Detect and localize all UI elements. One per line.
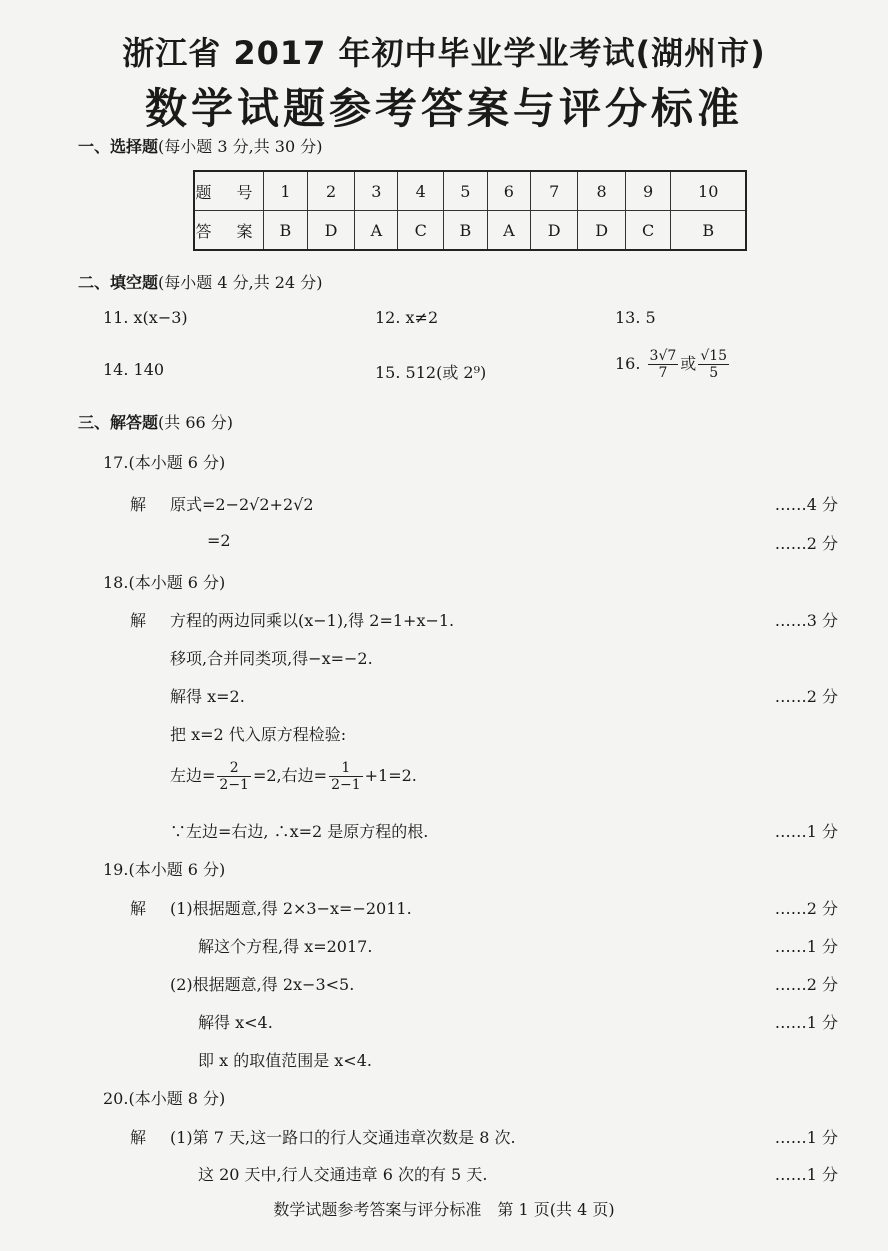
table-cell: B [443, 211, 487, 251]
q19-step4: 解得 x<4. [198, 1013, 273, 1032]
q18-step2: 移项,合并同类项,得−x=−2. [170, 649, 373, 668]
table-cell: 3 [355, 171, 398, 211]
document-title: 数学试题参考答案与评分标准 [144, 84, 743, 133]
q18-step3: 解得 x=2. [170, 687, 245, 706]
table-cell: 10 [671, 171, 746, 211]
fraction [329, 760, 363, 793]
answer-11: 11. x(x−3) [103, 308, 188, 327]
q19-heading: 19.(本小题 6 分) [103, 860, 226, 879]
q17-step2: =2 [207, 531, 231, 550]
table-cell: A [487, 211, 530, 251]
fraction-numerator: 3√7 [649, 348, 677, 364]
choice-answer-table [193, 170, 747, 251]
table-cell: 9 [625, 171, 671, 211]
table-cell: A [355, 211, 398, 251]
equation-end: +1=2. [364, 766, 417, 785]
q17-step1: 原式=2−2√2+2√2 [170, 495, 314, 514]
q18-step6: ∵左边=右边, ∴x=2 是原方程的根. [170, 822, 429, 841]
q20-step2: 这 20 天中,行人交通违章 6 次的有 5 天. [198, 1165, 488, 1184]
q17-score1: ……4 分 [774, 495, 838, 514]
q19-step2: 解这个方程,得 x=2017. [198, 937, 373, 956]
section3-heading [78, 410, 233, 433]
q19-score1: ……2 分 [774, 899, 838, 918]
row-header-number: 题 号 [194, 171, 264, 211]
table-cell: 1 [264, 171, 308, 211]
answer-13: 13. 5 [615, 308, 656, 327]
q19-step3: (2)根据题意,得 2x−3<5. [170, 975, 355, 994]
q19-score2: ……1 分 [774, 937, 838, 956]
table-row-numbers [194, 171, 746, 211]
q18-heading: 18.(本小题 6 分) [103, 573, 226, 592]
q17-score2: ……2 分 [774, 534, 838, 553]
q18-score3: ……2 分 [774, 687, 838, 706]
right-side-label: =2,右边= [252, 766, 328, 785]
table-cell: D [530, 211, 577, 251]
q20-step1: (1)第 7 天,这一路口的行人交通违章次数是 8 次. [170, 1128, 516, 1147]
answer-14: 14. 140 [103, 360, 165, 379]
section1-note: (每小题 3 分,共 30 分) [158, 137, 323, 156]
section1-heading [78, 134, 322, 157]
table-cell: 6 [487, 171, 530, 211]
fraction [648, 348, 679, 381]
table-cell: B [264, 211, 308, 251]
answer-12: 12. x≠2 [375, 308, 439, 327]
q18-step4: 把 x=2 代入原方程检验: [170, 725, 347, 744]
table-cell: 4 [398, 171, 444, 211]
table-cell: D [307, 211, 354, 251]
exam-title: 浙江省 2017 年初中毕业学业考试(湖州市) [122, 34, 766, 72]
page-footer: 数学试题参考答案与评分标准 第 1 页(共 4 页) [273, 1200, 615, 1219]
answer-15: 15. 512(或 2⁹) [375, 363, 487, 382]
answer-16-label: 16. [615, 354, 641, 373]
q19-step5: 即 x 的取值范围是 x<4. [198, 1051, 372, 1070]
table-cell: 7 [530, 171, 577, 211]
fraction-numerator: 2 [217, 760, 251, 777]
table-cell: 8 [578, 171, 625, 211]
section2-note: (每小题 4 分,共 24 分) [158, 273, 323, 292]
fraction-denominator: 2−1 [331, 777, 361, 793]
section3-note: (共 66 分) [158, 413, 234, 432]
q19-score3: ……2 分 [774, 975, 838, 994]
left-side-label: 左边= [170, 766, 216, 785]
fraction-numerator: 1 [329, 760, 363, 777]
or-text: 或 [680, 354, 697, 373]
solution-label: 解 [130, 611, 147, 630]
q18-score6: ……1 分 [774, 822, 838, 841]
q19-score4: ……1 分 [774, 1013, 838, 1032]
q18-step1: 方程的两边同乘以(x−1),得 2=1+x−1. [170, 611, 455, 630]
row-header-answer: 答 案 [194, 211, 264, 251]
fraction-numerator: √15 [700, 348, 728, 364]
q19-step1: (1)根据题意,得 2×3−x=−2011. [170, 899, 412, 918]
solution-label: 解 [130, 899, 147, 918]
section2-title: 二、填空题 [78, 273, 159, 292]
section2-heading [78, 270, 322, 293]
q18-step5 [170, 760, 417, 793]
section3-title: 三、解答题 [78, 413, 159, 432]
table-cell: 2 [307, 171, 354, 211]
q17-heading: 17.(本小题 6 分) [103, 453, 226, 472]
fraction-denominator: 5 [709, 365, 719, 381]
table-cell: C [625, 211, 671, 251]
fraction-denominator: 2−1 [219, 777, 249, 793]
section1-title: 一、选择题 [78, 137, 159, 156]
table-cell: D [578, 211, 625, 251]
solution-label: 解 [130, 1128, 147, 1147]
q20-score2: ……1 分 [774, 1165, 838, 1184]
q20-heading: 20.(本小题 8 分) [103, 1089, 226, 1108]
solution-label: 解 [130, 495, 147, 514]
table-cell: C [398, 211, 444, 251]
table-row-answers [194, 211, 746, 251]
fraction [698, 348, 729, 381]
fraction-denominator: 7 [658, 365, 668, 381]
table-cell: B [671, 211, 746, 251]
q18-score1: ……3 分 [774, 611, 838, 630]
q20-score1: ……1 分 [774, 1128, 838, 1147]
answer-16 [615, 348, 731, 381]
fraction [217, 760, 251, 793]
table-cell: 5 [443, 171, 487, 211]
